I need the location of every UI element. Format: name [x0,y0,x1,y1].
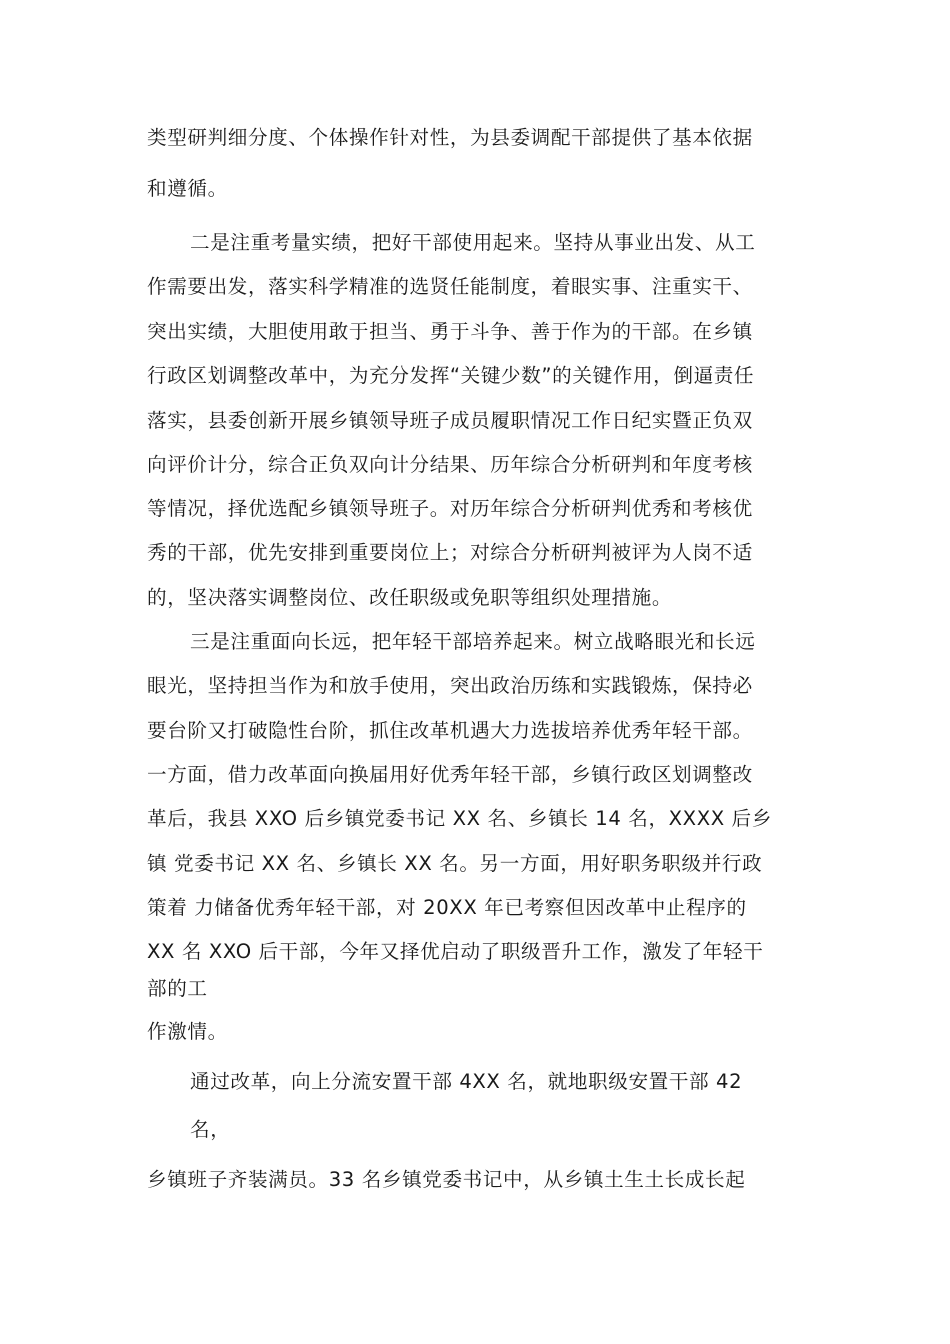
text-line: 类型研判细分度、个体操作针对性，为县委调配干部提供了基本依据 [147,126,753,149]
text-line: 作激情。 [147,1020,228,1043]
text-line: 眼光，坚持担当作为和放手使用，突出政治历练和实践锻炼，保持必 [147,674,753,697]
text-line: 镇 党委书记 XX 名、乡镇长 XX 名。另一方面，用好职务职级并行政 [147,852,763,875]
text-line: 突出实绩，大胆使用敢于担当、勇于斗争、善于作为的干部。在乡镇 [147,320,753,343]
text-line: 的，坚决落实调整岗位、改任职级或免职等组织处理措施。 [147,586,673,609]
text-line: 行政区划调整改革中，为充分发挥“关键少数”的关键作用，倒逼责任 [147,364,755,387]
text-line: 等情况，择优选配乡镇领导班子。对历年综合分析研判优秀和考核优 [147,497,753,520]
paragraph-start-line: 通过改革，向上分流安置干部 4XX 名，就地职级安置干部 42 [190,1070,743,1093]
text-line: 部的工 [147,977,208,1000]
text-line: 策着 力储备优秀年轻干部，对 20XX 年已考察但因改革中止程序的 [147,896,747,919]
text-line: 和遵循。 [147,177,228,200]
paragraph-start-line: 二是注重考量实绩，把好干部使用起来。坚持从事业出发、从工 [190,231,756,254]
text-line: 作需要出发，落实科学精准的选贤任能制度，着眼实事、注重实干、 [147,275,753,298]
text-line: 革后，我县 XXO 后乡镇党委书记 XX 名、乡镇长 14 名，XXXX 后乡 [147,807,772,830]
text-line: XX 名 XXO 后干部，今年又择优启动了职级晋升工作，激发了年轻干 [147,940,764,963]
paragraph-start-line: 三是注重面向长远，把年轻干部培养起来。树立战略眼光和长远 [190,630,756,653]
text-line: 乡镇班子齐装满员。33 名乡镇党委书记中，从乡镇土生土长成长起 [147,1168,746,1191]
text-line: 名， [190,1118,231,1141]
text-line: 要台阶又打破隐性台阶，抓住改革机遇大力选拔培养优秀年轻干部。 [147,719,753,742]
text-line: 向评价计分，综合正负双向计分结果、历年综合分析研判和年度考核 [147,453,753,476]
text-line: 落实，县委创新开展乡镇领导班子成员履职情况工作日纪实暨正负双 [147,409,753,432]
text-line: 一方面，借力改革面向换届用好优秀年轻干部，乡镇行政区划调整改 [147,763,753,786]
text-line: 秀的干部，优先安排到重要岗位上；对综合分析研判被评为人岗不适 [147,541,753,564]
